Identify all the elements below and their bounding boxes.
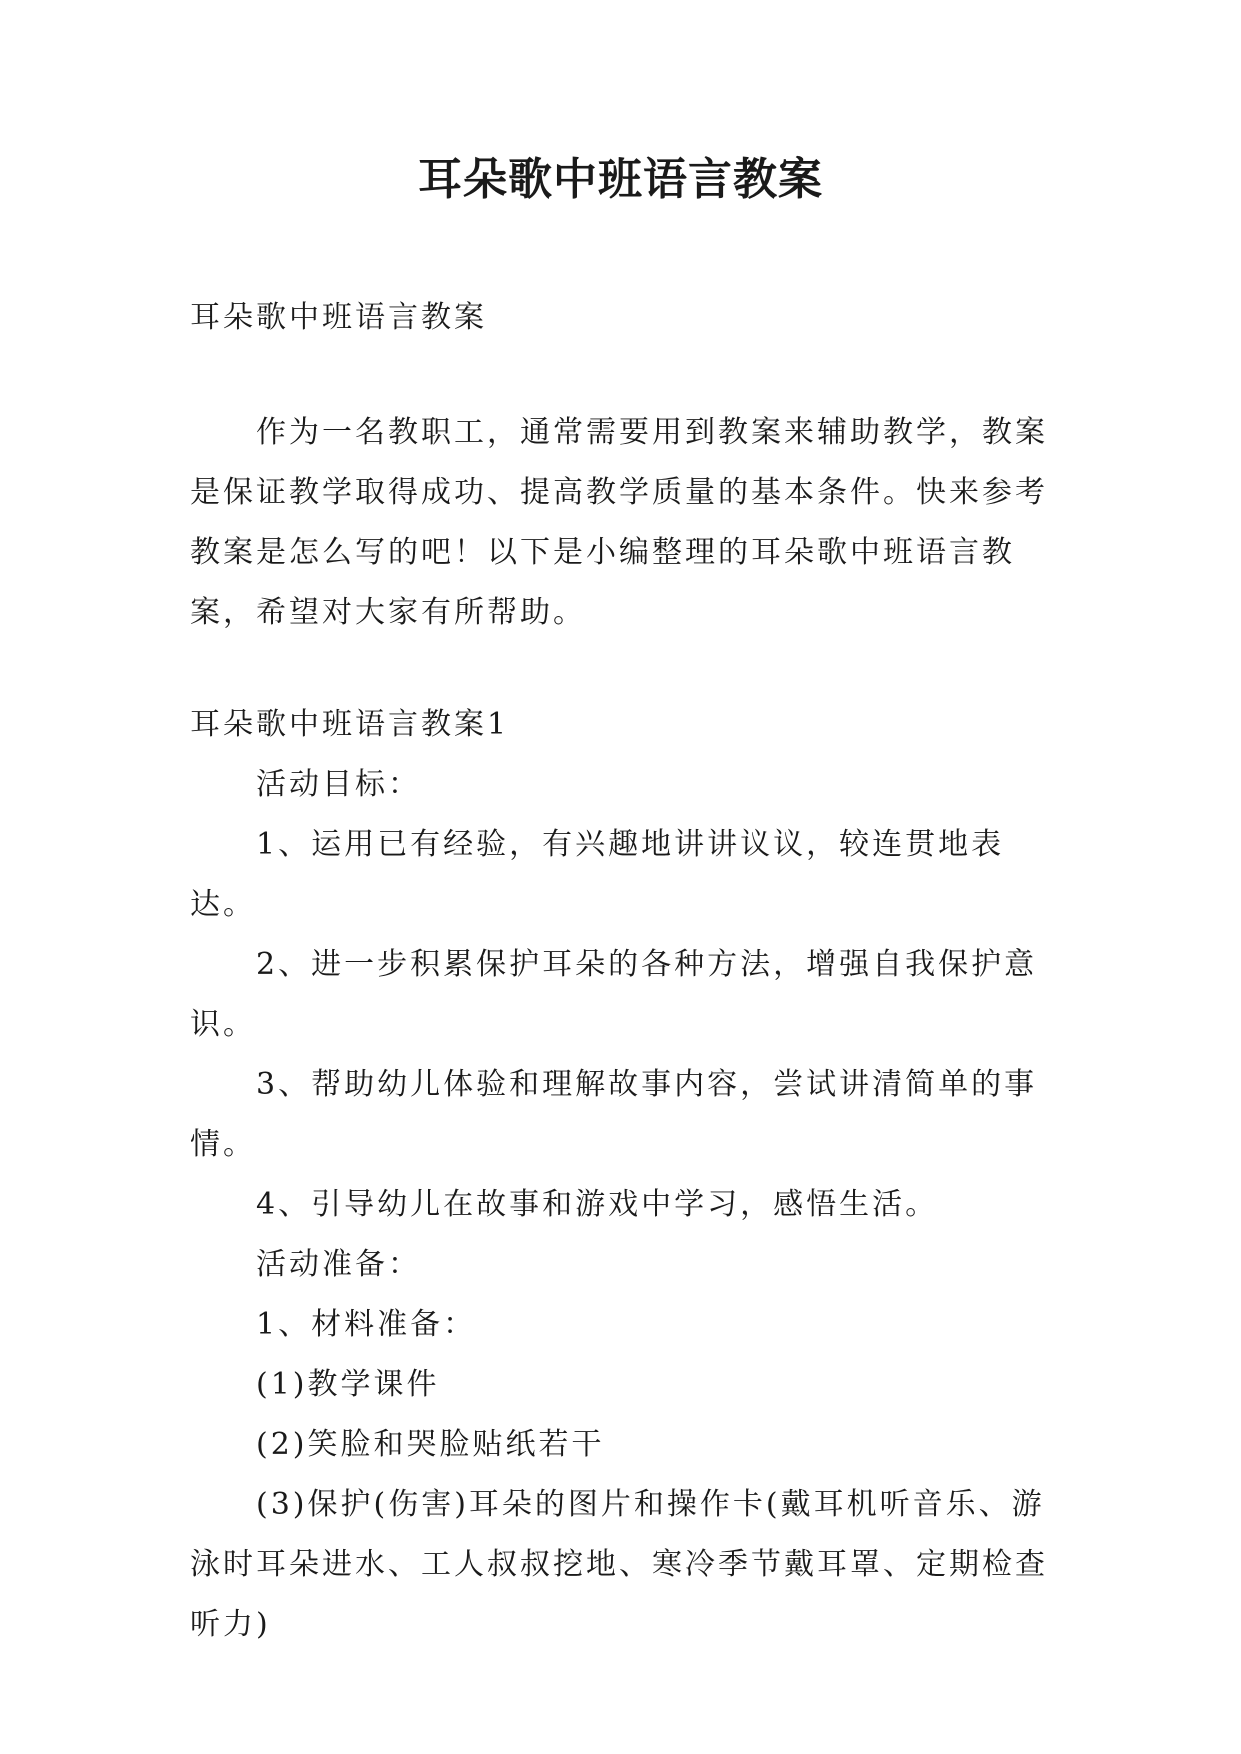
prep-item: (2)笑脸和哭脸贴纸若干 (256, 1427, 605, 1462)
prep-label: 活动准备： (256, 1247, 421, 1282)
prep-materials-label: 1、材料准备： (256, 1307, 477, 1342)
goals-label: 活动目标： (256, 767, 421, 802)
goal-item: 3、帮助幼儿体验和理解故事内容，尝试讲清简单的事情。 (190, 1067, 1038, 1162)
goal-item: 2、进一步积累保护耳朵的各种方法，增强自我保护意识。 (190, 947, 1038, 1042)
intro-paragraph: 作为一名教职工，通常需要用到教案来辅助教学，教案是保证教学取得成功、提高教学质量的基本条件。快来参考教案是怎么写的吧！以下是小编整理的耳朵歌中班语言教案，希望对大家有所帮助。 (190, 415, 1048, 630)
document-subtitle: 耳朵歌中班语言教案 (190, 300, 487, 335)
goal-item: 1、运用已有经验，有兴趣地讲讲议议，较连贯地表达。 (190, 827, 1005, 922)
document-title: 耳朵歌中班语言教案 (418, 154, 823, 205)
goal-item: 4、引导幼儿在故事和游戏中学习，感悟生活。 (256, 1187, 939, 1222)
prep-item: (3)保护(伤害)耳朵的图片和操作卡(戴耳机听音乐、游泳时耳朵进水、工人叔叔挖地、寒冷季节戴耳罩、定期检查听力) (190, 1487, 1048, 1642)
prep-item: (1)教学课件 (256, 1367, 440, 1402)
document-body (190, 288, 1070, 1655)
section-heading: 耳朵歌中班语言教案1 (190, 707, 510, 742)
